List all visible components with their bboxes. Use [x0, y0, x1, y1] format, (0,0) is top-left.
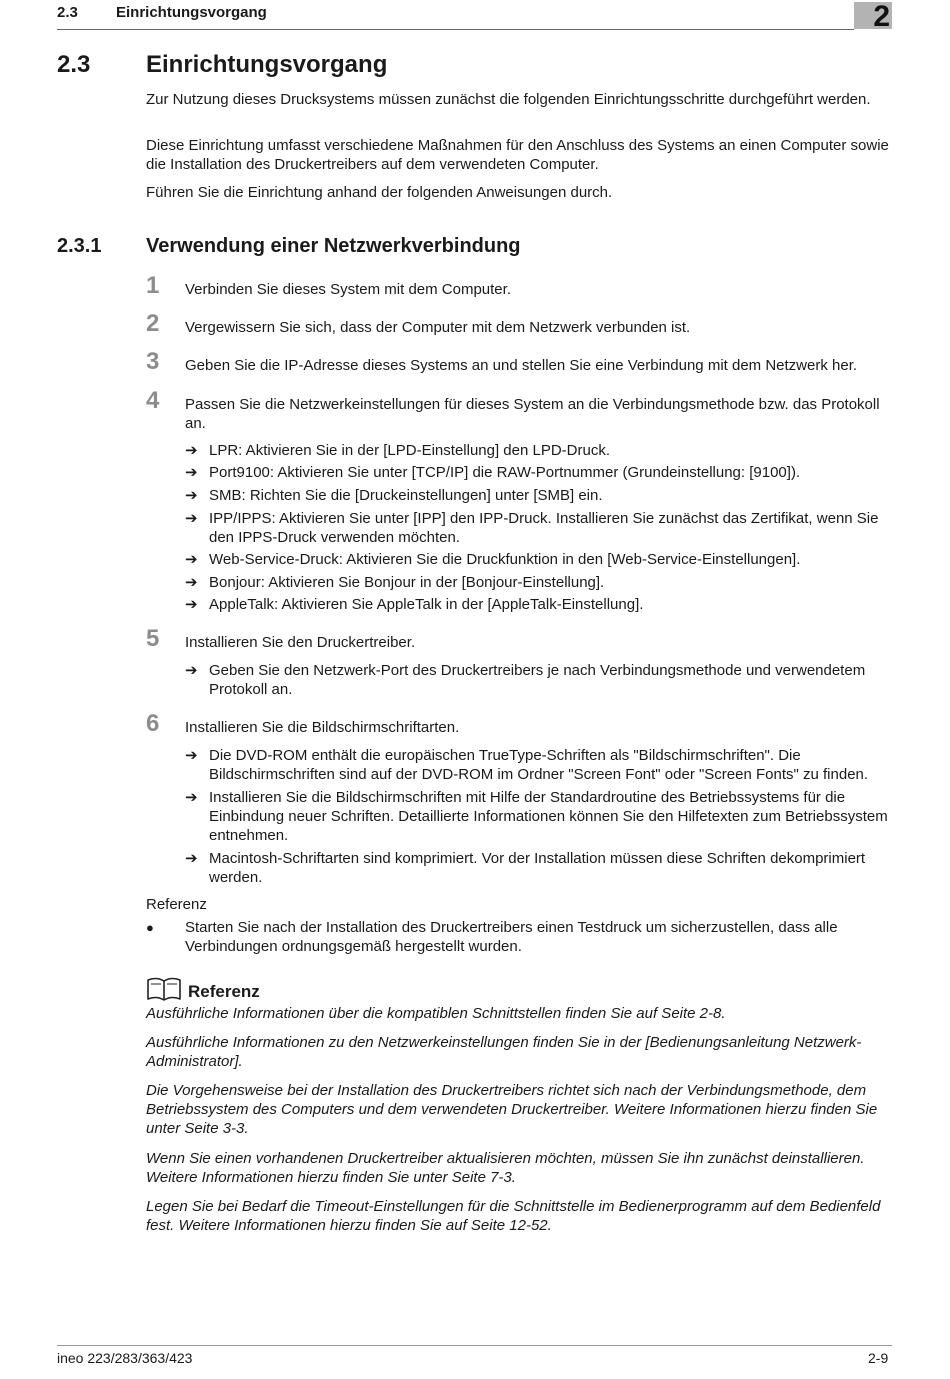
arrow-icon: ➔: [185, 789, 198, 806]
page-number: 2-9: [868, 1350, 889, 1366]
step-number: 2: [146, 310, 160, 337]
footer-divider: [57, 1345, 892, 1346]
chapter-tab: 2: [854, 2, 892, 29]
arrow-icon: ➔: [185, 442, 198, 459]
subsection-title: Verwendung einer Netzwerkverbindung: [146, 235, 521, 257]
step-sub-item: Die DVD-ROM enthält die europäischen TrueType-Schriften als "Bildschirmschriften". Die Bildschirmschriften sind auf der DVD-ROM im Ordner "Screen Font" oder "Screen Fonts" zu finden.: [209, 747, 869, 783]
note-paragraph: Wenn Sie einen vorhandenen Druckertreiber aktualisieren möchten, müssen Sie ihn zunächst deinstallieren. Weitere Informationen hierzu finden Sie unter Seite 7-3.: [146, 1150, 865, 1186]
intro-paragraph-2: Diese Einrichtung umfasst verschiedene Maßnahmen für den Anschluss des Systems an einen Computer sowie die Installation des Druckertreibers auf dem verwendeten Computer.: [146, 137, 889, 173]
arrow-icon: ➔: [185, 850, 198, 867]
step-text: Installieren Sie die Bildschirmschriftarten.: [185, 719, 460, 736]
arrow-icon: ➔: [185, 747, 198, 764]
arrow-icon: ➔: [185, 574, 198, 591]
subsection-number: 2.3.1: [57, 235, 102, 257]
arrow-icon: ➔: [185, 662, 198, 679]
step-text: Installieren Sie den Druckertreiber.: [185, 634, 416, 651]
step-text: Passen Sie die Netzwerkeinstellungen für dieses System an die Verbindungsmethode bzw. das Protokoll an.: [185, 396, 880, 432]
header-divider: [57, 29, 854, 30]
step-number: 6: [146, 710, 160, 737]
header-section-title: Einrichtungsvorgang: [116, 4, 267, 21]
header-section-number: 2.3: [57, 4, 78, 21]
step-sub-item: LPR: Aktivieren Sie in der [LPD-Einstellung] den LPD-Druck.: [209, 442, 611, 459]
step-sub-item: Web-Service-Druck: Aktivieren Sie die Druckfunktion in den [Web-Service-Einstellungen].: [209, 551, 801, 568]
section-title: Einrichtungsvorgang: [146, 51, 388, 78]
note-paragraph: Ausführliche Informationen zu den Netzwerkeinstellungen finden Sie in der [Bedienungsanleitung Netzwerk-Administrator].: [146, 1034, 862, 1070]
step-sub-item: SMB: Richten Sie die [Druckeinstellungen] unter [SMB] ein.: [209, 487, 603, 504]
step-number: 3: [146, 348, 160, 375]
book-icon: [146, 976, 182, 1002]
step-text: Verbinden Sie dieses System mit dem Computer.: [185, 281, 511, 298]
step-sub-item: Bonjour: Aktivieren Sie Bonjour in der [Bonjour-Einstellung].: [209, 574, 605, 591]
intro-paragraph-1: Zur Nutzung dieses Drucksystems müssen zunächst die folgenden Einrichtungsschritte durchgeführt werden.: [146, 91, 871, 108]
arrow-icon: ➔: [185, 596, 198, 613]
note-heading: Referenz: [188, 982, 260, 1001]
bullet-icon: ●: [146, 920, 154, 935]
reference-label: Referenz: [146, 896, 207, 913]
intro-paragraph-3: Führen Sie die Einrichtung anhand der folgenden Anweisungen durch.: [146, 184, 613, 201]
reference-bullet-text: Starten Sie nach der Installation des Druckertreibers einen Testdruck um sicherzustellen, dass alle Verbindungen ordnungsgemäß hergestellt wurden.: [185, 919, 838, 955]
step-number: 4: [146, 387, 160, 414]
step-number: 1: [146, 272, 160, 299]
step-sub-item: Installieren Sie die Bildschirmschriften mit Hilfe der Standardroutine des Betriebssystems für die Einbindung neuer Schriften. Detaillierte Informationen können Sie den Hilfetexten zum Betriebssystem entnehmen.: [209, 789, 888, 844]
step-sub-item: Port9100: Aktivieren Sie unter [TCP/IP] die RAW-Portnummer (Grundeinstellung: [9100]).: [209, 464, 801, 481]
step-text: Vergewissern Sie sich, dass der Computer mit dem Netzwerk verbunden ist.: [185, 319, 691, 336]
note-paragraph: Die Vorgehensweise bei der Installation des Druckertreibers richtet sich nach der Verbindungsmethode, dem Betriebssystem des Computers und dem verwendeten Druckertreiber. Weitere Informationen hierzu finden Sie unter Seite 3-3.: [146, 1082, 878, 1137]
step-sub-item: Geben Sie den Netzwerk-Port des Druckertreibers je nach Verbindungsmethode und verwendetem Protokoll an.: [209, 662, 866, 698]
note-paragraph: Ausführliche Informationen über die kompatiblen Schnittstellen finden Sie auf Seite 2-8.: [146, 1005, 726, 1022]
arrow-icon: ➔: [185, 510, 198, 527]
step-number: 5: [146, 625, 160, 652]
step-sub-item: AppleTalk: Aktivieren Sie AppleTalk in der [AppleTalk-Einstellung].: [209, 596, 644, 613]
step-sub-item: Macintosh-Schriftarten sind komprimiert. Vor der Installation müssen diese Schriften dekomprimiert werden.: [209, 850, 866, 886]
arrow-icon: ➔: [185, 487, 198, 504]
footer-model: ineo 223/283/363/423: [57, 1350, 193, 1366]
note-paragraph: Legen Sie bei Bedarf die Timeout-Einstellungen für die Schnittstelle im Bedienerprogramm auf dem Bedienfeld fest. Weitere Informationen hierzu finden Sie auf Seite 12-52.: [146, 1198, 881, 1234]
step-text: Geben Sie die IP-Adresse dieses Systems an und stellen Sie eine Verbindung mit dem Netzwerk her.: [185, 357, 858, 374]
step-sub-item: IPP/IPPS: Aktivieren Sie unter [IPP] den IPP-Druck. Installieren Sie zunächst das Zertifikat, wenn Sie den IPPS-Druck verwenden möchten.: [209, 510, 879, 546]
arrow-icon: ➔: [185, 464, 198, 481]
section-number: 2.3: [57, 51, 91, 78]
arrow-icon: ➔: [185, 551, 198, 568]
